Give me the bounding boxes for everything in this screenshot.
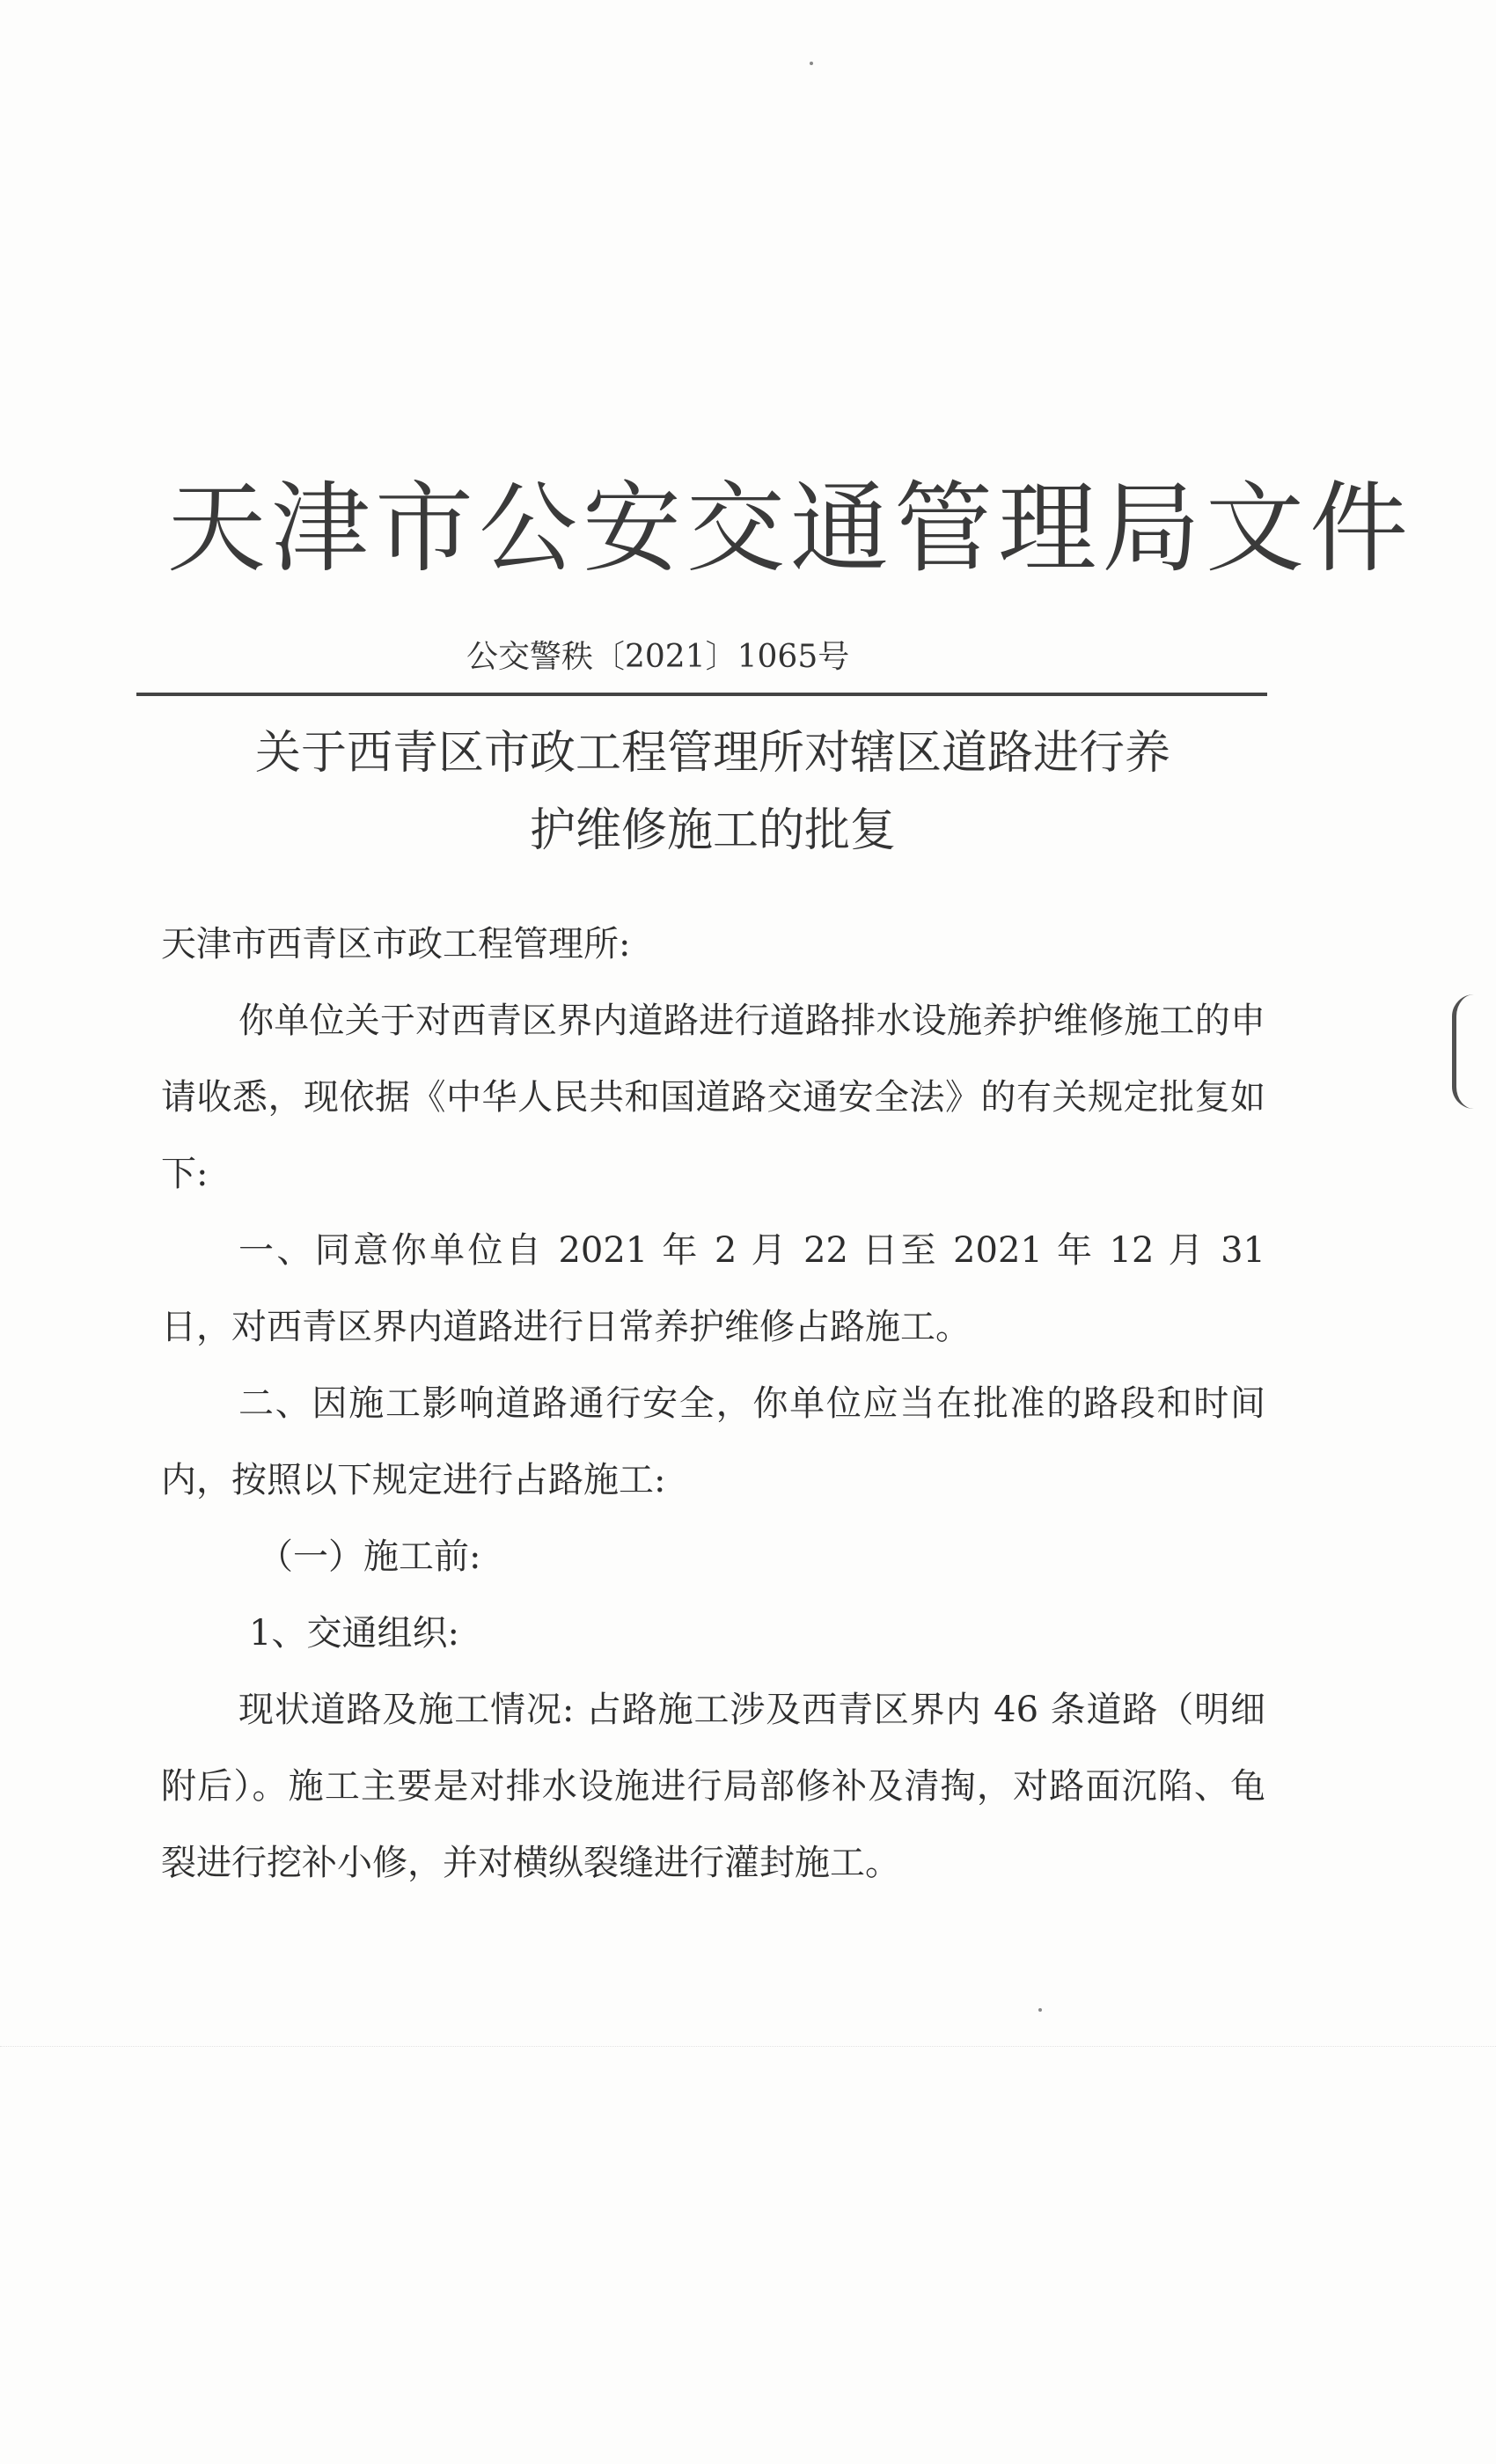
addressee: 天津市西青区市政工程管理所: [161,924,631,964]
subsection-heading: 1、交通组织: [249,1613,459,1654]
document-header-title: 天津市公安交通管理局文件 [167,472,1413,586]
document-number: 公交警秩〔2021〕1065号 [466,639,850,675]
paragraph-1: 你单位关于对西青区界内道路进行道路排水设施养护维修施工的申请收悉，现依据《中华人民共和国道路交通安全法》的有关规定批复如下: [161,1001,1265,1194]
paragraph-3: 二、因施工影响道路通行安全，你单位应当在批准的路段和时间内，按照以下规定进行占路施工: [161,1383,1265,1500]
scan-speck [1038,2008,1042,2012]
header-divider [136,693,1267,696]
scan-speck [810,62,813,65]
scan-fold-line [0,2046,1496,2047]
paragraph-6: 现状道路及施工情况: 占路施工涉及西青区界内 46 条道路（明细附后）。施工主要是对排水设施进行局部修补及清掏，对路面沉陷、龟裂进行挖补小修，并对横纵裂缝进行灌封施工。 [161,1690,1265,1883]
paragraph-2: 一、同意你单位自 2021 年 2 月 22 日至 2021 年 12 月 31 日，对西青区界内道路进行日常养护维修占路施工。 [161,1230,1265,1347]
subject-line-2: 护维修施工的批复 [529,804,896,857]
document-subject [158,715,1267,869]
scan-edge-mark [1452,994,1474,1109]
subject-line-1: 关于西青区市政工程管理所对辖区道路进行养 [254,727,1170,780]
section-heading: （一）施工前: [258,1536,481,1577]
document-body [161,906,1265,1902]
